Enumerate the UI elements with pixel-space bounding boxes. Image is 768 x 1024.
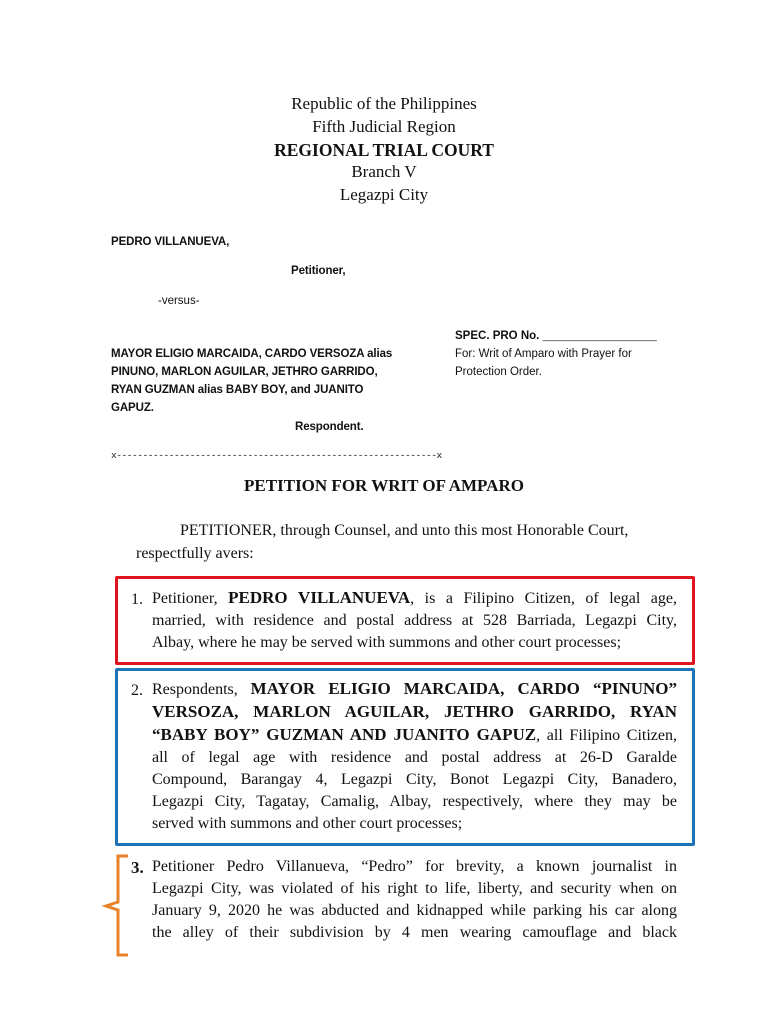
- petitioner-role: Petitioner,: [291, 265, 346, 277]
- header-branch: Branch V: [351, 162, 417, 181]
- respondents-line: GAPUZ.: [111, 402, 154, 414]
- header-court: REGIONAL TRIAL COURT: [274, 140, 494, 160]
- respondents-block: [111, 345, 441, 417]
- spec-block: [455, 327, 755, 381]
- respondents-line: MAYOR ELIGIO MARCAIDA, CARDO VERSOZA alias: [111, 348, 393, 360]
- item3-bracket: [100, 852, 134, 960]
- caption-separator: x-------------------------------------------------------------x: [111, 450, 442, 461]
- respondent-role: Respondent.: [295, 421, 364, 433]
- item2-text: Respondents, MAYOR ELIGIO MARCAIDA, CARDO “PINUNO” VERSOZA, MARLON AGUILAR, JETHRO GARRIDO, RYAN “BABY BOY” GUZMAN AND JUANITO GAPUZ, all Filipino Citizen, all of legal age with residence and postal address at 26-D Garalde Compound, Barangay 4, Legazpi City, Bonot Legazpi City, Banadero, Legazpi City, Tagatay, Camalig, Albay, respectively, where they may be served with summons and other court processes;: [152, 679, 677, 832]
- respondents-line: RYAN GUZMAN alias BABY BOY, and JUANITO: [111, 384, 364, 396]
- intro-line: respectfully avers:: [136, 545, 254, 562]
- spec-for-line: Protection Order.: [455, 366, 542, 378]
- respondents-line: PINUNO, MARLON AGUILAR, JETHRO GARRIDO,: [111, 366, 378, 378]
- header-republic: Republic of the Philippines: [291, 94, 477, 113]
- intro-line: PETITIONER, through Counsel, and unto this most Honorable Court,: [180, 522, 629, 539]
- versus-label: -versus-: [158, 295, 200, 307]
- item-number: 1.: [131, 591, 143, 608]
- spec-pro-label: SPEC. PRO No.: [455, 330, 540, 342]
- item3-text: Petitioner Pedro Villanueva, “Pedro” for brevity, a known journalist in Legazpi City, was violated of his right to life, liberty, and security when on January 9, 2020 he was abducted and kidnapped while parking his car along the alley of their subdivision by 4 men wearing camouflage and black: [152, 858, 677, 941]
- petitioner-name-bold: PEDRO VILLANUEVA: [228, 588, 411, 607]
- petitioner-name: PEDRO VILLANUEVA,: [111, 236, 230, 248]
- header-city: Legazpi City: [339, 185, 429, 204]
- item1-text: Petitioner, PEDRO VILLANUEVA, is a Filipino Citizen, of legal age, married, with residence and postal address at 528 Barriada, Legazpi City, Albay, where he may be served with summons and other court processes;: [152, 588, 678, 651]
- spec-for-line: For: Writ of Amparo with Prayer for: [455, 348, 632, 360]
- item-number: 2.: [131, 682, 143, 699]
- petition-title: PETITION FOR WRIT OF AMPARO: [244, 476, 524, 495]
- spec-pro-blank: ___________________________: [542, 331, 657, 341]
- header-region: Fifth Judicial Region: [312, 117, 456, 136]
- item-number: 3.: [131, 858, 144, 877]
